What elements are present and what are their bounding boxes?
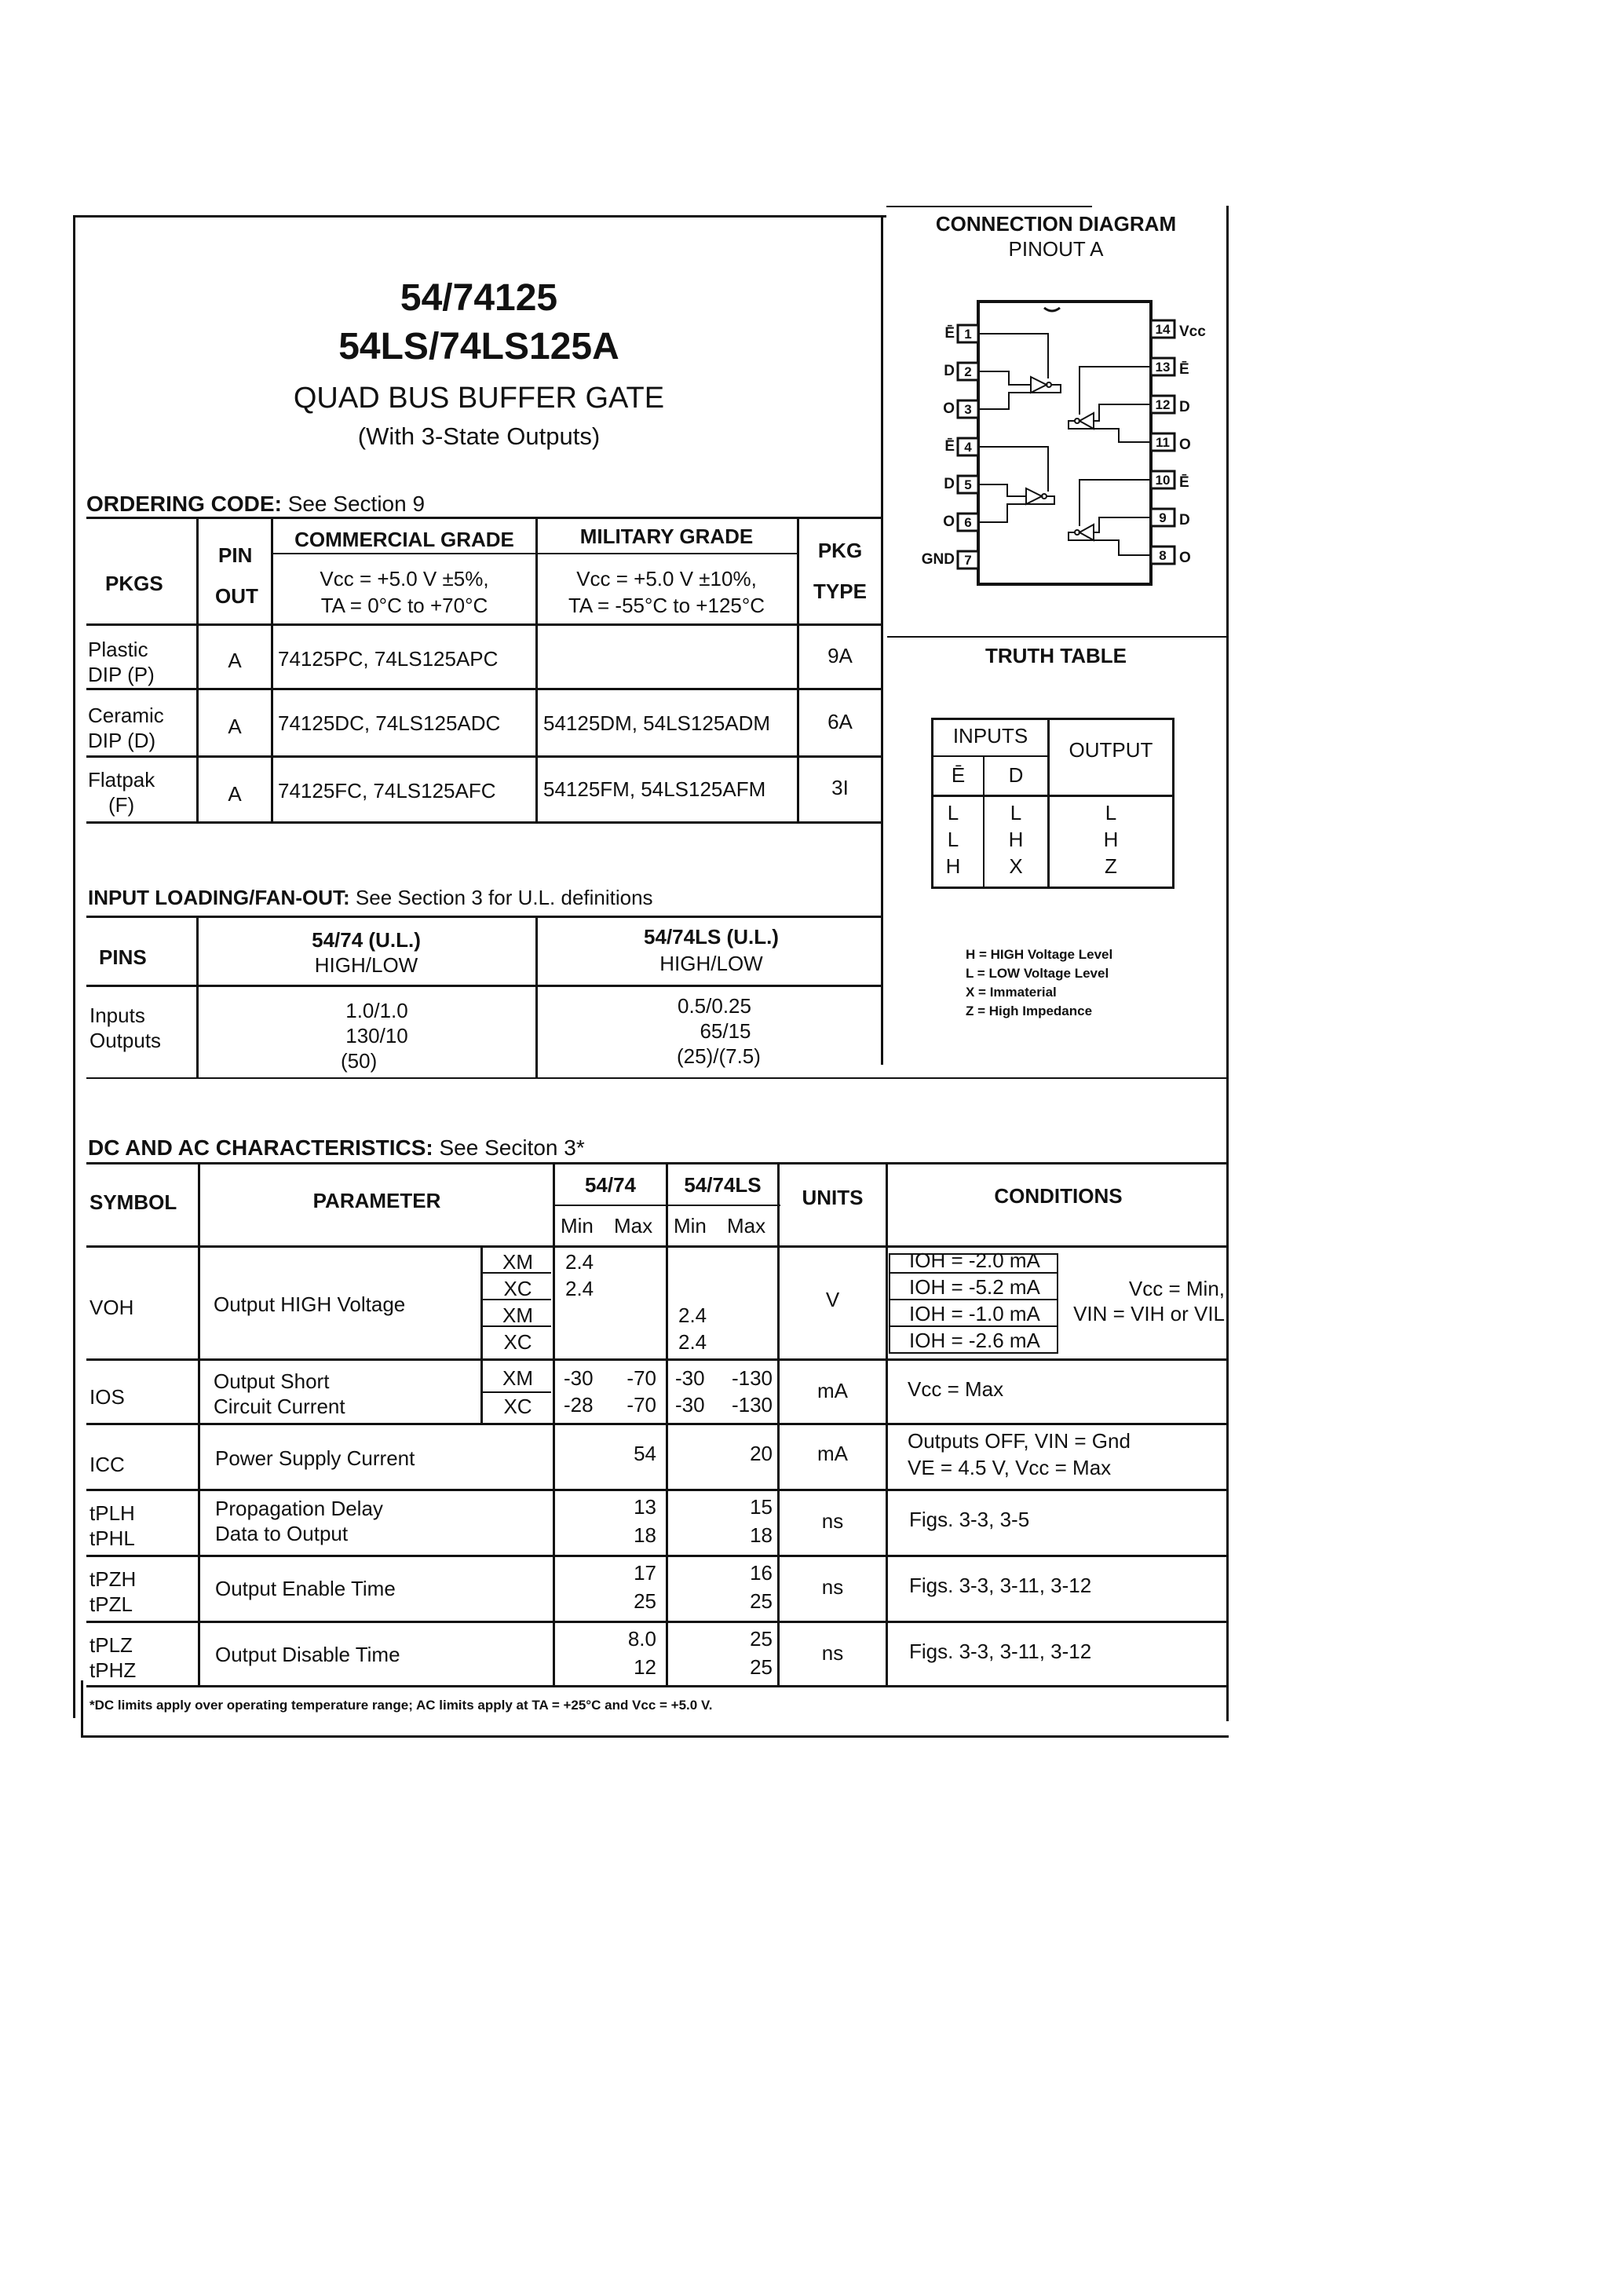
tphz-symbol: tPHZ [90,1658,137,1682]
ios-max1-1: -70 [627,1366,656,1390]
ord-line-5 [86,755,883,758]
truth-hdr-output: OUTPUT [1069,738,1153,762]
ios-param-1: Output Short [214,1369,330,1393]
dcac-heading-label: DC AND AC CHARACTERISTICS: [88,1135,433,1160]
row-2-commercial: 74125DC, 74LS125ADC [278,711,501,735]
pin-label-13: Ē [1179,361,1189,378]
tphl-symbol: tPHL [90,1526,135,1550]
ordering-ref: See Section 9 [287,492,426,516]
dc-line-7 [86,1555,1229,1557]
dc-col-symbol [198,1162,200,1685]
tp-max1-2: 18 [634,1523,656,1547]
load-hdr-pins: PINS [99,945,147,969]
row-3-pkg-b: (F) [108,793,135,817]
pin-label-12: D [1179,399,1190,415]
pin-label-8: O [1179,550,1191,566]
row-1-pkg-b: DIP (P) [88,663,155,686]
voh-min1-2: 2.4 [565,1277,594,1300]
hdr-military: MILITARY GRADE [579,525,754,548]
tpl-unit: ns [821,1641,844,1665]
hdr-out: OUT [215,584,258,608]
buffer-gate-1 [978,334,1061,409]
load-col2-val-3: (25)/(7.5) [677,1044,761,1068]
pin-num-10: 10 [1155,473,1171,488]
pin-label-2: D [944,363,955,379]
load-hdr-col2-sub: HIGH/LOW [659,952,763,975]
voh-grade-3: XM [502,1303,533,1327]
row-2-military: 54125DM, 54LS125ADM [543,711,771,735]
loading-heading [88,886,653,910]
frame-bottom [81,1735,1229,1738]
truth-row-2 [931,795,1174,797]
row-2-type: 6A [827,710,853,733]
ioh-3: IOH = -1.0 mA [909,1302,1040,1325]
tpl-max1-2: 12 [634,1655,656,1679]
tpz-max2-2: 25 [750,1589,773,1613]
ios-max1-2: -70 [627,1393,656,1417]
buffer-gate-3 [1069,367,1151,442]
tpz-unit: ns [821,1575,844,1599]
load-hdr-col1: 54/74 (U.L.) [312,928,421,952]
tp-unit: ns [821,1509,844,1533]
ioh-4: IOH = -2.6 mA [909,1329,1040,1352]
ios-min1-2: -28 [564,1393,594,1417]
pin-num-8: 8 [1159,548,1167,563]
hdr-commercial-cond-1: Vcc = +5.0 V ±5%, [320,567,489,590]
dc-col-cond [886,1162,888,1685]
frame-left [73,215,75,1718]
load-row-inputs: Inputs [90,1004,145,1027]
ios-min2-2: -30 [675,1393,705,1417]
truth-out-3: Z [1105,854,1117,878]
load-line-2 [86,985,883,987]
pin-num-1: 1 [964,327,972,342]
dc-line-3 [86,1245,1229,1248]
hdr-military-cond-1: Vcc = +5.0 V ±10%, [576,567,757,590]
voh-symbol: VOH [90,1296,134,1319]
dcac-heading [88,1135,585,1161]
tpl-cond: Figs. 3-3, 3-11, 3-12 [909,1640,1092,1663]
hdr-commercial-cond-2: TA = 0°C to +70°C [320,594,488,617]
hdr-pkgs: PKGS [105,572,163,595]
truth-legend-2: L = LOW Voltage Level [966,966,1109,981]
voh-min2-2: 2.4 [678,1330,707,1354]
tpz-max1-1: 17 [634,1561,656,1585]
ios-max2-1: -130 [731,1366,773,1390]
dc-line-8 [86,1621,1229,1623]
icc-max1: 54 [634,1442,656,1465]
ord-line-2 [271,553,797,554]
tp-param-1: Propagation Delay [215,1497,383,1520]
title-part-2: 54LS/74LS125A [338,326,619,367]
dc-grade-line-5 [480,1423,551,1425]
icc-cond-2: VE = 4.5 V, Vcc = Max [908,1456,1112,1479]
truth-out-2: H [1103,828,1119,851]
dc-grade-line-4 [480,1391,551,1393]
truth-hdr-e: Ē [951,763,966,787]
ioh-1: IOH = -2.0 mA [909,1249,1040,1272]
dc-hdr-max-1: Max [614,1214,653,1238]
hdr-commercial: COMMERCIAL GRADE [294,528,514,551]
device-name: QUAD BUS BUFFER GATE [293,382,665,415]
pin-num-6: 6 [964,515,972,530]
ordering-heading-label: ORDERING CODE: [86,492,282,516]
hdr-military-cond-2: TA = -55°C to +125°C [568,594,765,617]
dc-hdr-g2: 54/74LS [684,1173,762,1197]
load-col-2 [535,916,538,1077]
ios-grade-1: XM [502,1366,533,1390]
dc-hdr-g1: 54/74 [584,1173,637,1197]
loading-ref: See Section 3 for U.L. definitions [355,886,653,909]
load-hdr-col2: 54/74LS (U.L.) [644,925,779,949]
footnote: *DC limits apply over operating temperature range; AC limits apply at TA = +25°C and Vcc = +5.0 V. [90,1698,713,1713]
dc-hdr-units: UNITS [802,1186,864,1209]
pin-num-5: 5 [964,477,972,492]
buffer-gate-2 [978,447,1054,522]
ord-line-1 [86,517,883,519]
row-1-pkg-a: Plastic [88,638,148,661]
pin-label-5: D [944,476,955,492]
dc-line-1 [86,1162,1229,1164]
row-3-military: 54125FM, 54LS125AFM [543,777,766,801]
ios-cond: Vcc = Max [908,1377,1004,1401]
load-line-1 [86,916,883,918]
voh-param: Output HIGH Voltage [214,1292,406,1316]
pin-num-13: 13 [1155,360,1171,375]
voh-min1-1: 2.4 [565,1250,594,1274]
ios-min1-1: -30 [564,1366,594,1390]
pin-num-12: 12 [1155,397,1171,412]
truth-legend-4: Z = High Impedance [966,1004,1093,1018]
tpz-cond: Figs. 3-3, 3-11, 3-12 [909,1574,1092,1597]
truth-divider [887,636,1226,638]
ord-line-6 [86,821,883,824]
row-3-pin: A [228,782,242,806]
conn-subtitle: PINOUT A [1008,237,1104,261]
pin-label-11: O [1179,437,1191,453]
pin-num-3: 3 [964,402,972,417]
tpz-max2-1: 16 [750,1561,773,1585]
pin-label-1: Ē [944,325,955,342]
row-1-commercial: 74125PC, 74LS125APC [278,647,499,671]
dc-hdr-max-2: Max [727,1214,766,1238]
row-3-type: 3I [831,776,849,799]
dc-hdr-symbol: SYMBOL [90,1190,177,1214]
dc-line-4 [86,1358,1229,1361]
load-col2-val-2: 65/15 [700,1019,751,1043]
tp-max1-1: 13 [634,1495,656,1519]
tpz-max1-2: 25 [634,1589,656,1613]
dc-hdr-conditions: CONDITIONS [994,1184,1123,1208]
tpz-param: Output Enable Time [215,1577,396,1600]
dc-col-g1 [553,1162,555,1685]
frame-top-left [73,215,886,218]
row-1-type: 9A [827,644,853,667]
dc-line-9 [86,1685,1229,1687]
row-3-pkg-a: Flatpak [88,768,155,792]
tpl-max1-1: 8.0 [627,1627,656,1651]
ord-line-4 [86,688,883,690]
truth-d-3: X [1009,854,1023,878]
truth-out-1: L [1105,801,1117,824]
hdr-type: TYPE [813,579,867,603]
pin-label-10: Ē [1179,474,1189,491]
row-2-pin: A [228,715,242,738]
load-col1-val-1: 1.0/1.0 [345,999,408,1022]
frame-left-low [81,1680,83,1737]
dc-line-6 [86,1489,1229,1491]
hdr-pin: PIN [218,543,253,567]
tpzh-symbol: tPZH [90,1567,137,1591]
truth-hdr-inputs: INPUTS [952,724,1028,748]
dc-hdr-min-1: Min [561,1214,594,1238]
ord-col-3 [535,517,538,821]
ios-min2-1: -30 [675,1366,705,1390]
tplh-symbol: tPLH [90,1501,135,1525]
row-2-pkg-a: Ceramic [88,704,164,727]
dc-hdr-parameter: PARAMETER [312,1189,441,1212]
pin-label-6: O [943,514,955,530]
dc-hdr-min-2: Min [674,1214,707,1238]
truth-e-1: L [947,801,959,824]
icc-unit: mA [817,1442,848,1465]
voh-grade-2: XC [503,1277,532,1300]
tplz-symbol: tPLZ [90,1633,133,1657]
load-col2-val-1: 0.5/0.25 [678,994,751,1018]
truth-legend-3: X = Immaterial [966,985,1057,1000]
conn-title: CONNECTION DIAGRAM [935,212,1177,236]
tp-max2-1: 15 [750,1495,773,1519]
pin-label-14: Vcc [1179,324,1206,340]
truth-title: TRUTH TABLE [985,644,1127,667]
hdr-pkg: PKG [817,539,863,562]
tp-param-2: Data to Output [215,1522,349,1545]
truth-d-2: H [1008,828,1024,851]
title-part-1: 54/74125 [400,277,558,319]
truth-row-1 [931,755,1047,757]
ios-max2-2: -130 [731,1393,773,1417]
pin-num-2: 2 [964,364,972,379]
ios-symbol: IOS [90,1385,125,1409]
voh-grade-4: XC [503,1330,532,1354]
load-hdr-col1-sub: HIGH/LOW [314,953,418,977]
ios-grade-2: XC [503,1395,532,1418]
pin-num-4: 4 [964,440,972,455]
dc-col-ioh [1057,1253,1058,1354]
pin-num-14: 14 [1155,322,1171,337]
voh-cond-2: VIN = VIH or VIL [1073,1302,1225,1325]
truth-hdr-d: D [1008,763,1024,787]
pin-num-11: 11 [1156,435,1170,450]
buffer-gate-4 [1069,480,1151,555]
ord-col-2 [271,517,273,821]
pin-label-7: GND [921,551,955,568]
dc-col-units [777,1162,780,1685]
load-row-outputs: Outputs [90,1029,162,1052]
tpl-max2-2: 25 [750,1655,773,1679]
truth-e-2: L [947,828,959,851]
row-3-commercial: 74125FC, 74LS125AFC [278,779,496,803]
voh-min2-1: 2.4 [678,1303,707,1327]
pin-label-9: D [1179,512,1190,528]
tpzl-symbol: tPZL [90,1592,133,1616]
load-col-1 [196,916,199,1077]
pin-num-7: 7 [964,553,972,568]
tpl-param: Output Disable Time [215,1643,400,1666]
dc-col-g2 [666,1162,668,1685]
ordering-heading [86,492,425,517]
load-line-3 [86,1077,1229,1079]
pin-label-4: Ē [944,438,955,455]
tp-cond: Figs. 3-3, 3-5 [909,1508,1030,1531]
truth-e-3: H [945,854,961,878]
pin-label-3: O [943,400,955,417]
frame-top-right [886,206,1092,207]
dcac-ref: See Seciton 3* [439,1135,585,1160]
tpl-max2-1: 25 [750,1627,773,1651]
truth-d-1: L [1010,801,1022,824]
ios-unit: mA [817,1379,848,1402]
icc-param: Power Supply Current [215,1446,415,1470]
chip-notch [1044,308,1060,311]
tp-max2-2: 18 [750,1523,773,1547]
ioh-left [889,1253,890,1354]
voh-grade-1: XM [502,1250,533,1274]
ord-line-3 [86,623,883,626]
loading-heading-label: INPUT LOADING/FAN-OUT: [88,886,350,909]
pin-num-9: 9 [1159,510,1167,525]
voh-cond-1: Vcc = Min, [1128,1277,1225,1300]
icc-cond-1: Outputs OFF, VIN = Gnd [908,1429,1131,1453]
row-2-pkg-b: DIP (D) [88,729,156,752]
load-col1-val-3: (50) [341,1049,378,1073]
ioh-2: IOH = -5.2 mA [909,1275,1040,1299]
device-subtitle: (With 3-State Outputs) [357,422,601,450]
icc-symbol: ICC [90,1453,125,1476]
ios-param-2: Circuit Current [214,1395,345,1418]
dc-line-5 [86,1423,1229,1425]
icc-max2: 20 [750,1442,773,1465]
voh-unit: V [825,1288,840,1311]
row-1-pin: A [228,649,242,672]
load-col1-val-2: 130/10 [345,1024,408,1047]
truth-legend-1: H = HIGH Voltage Level [966,947,1113,962]
